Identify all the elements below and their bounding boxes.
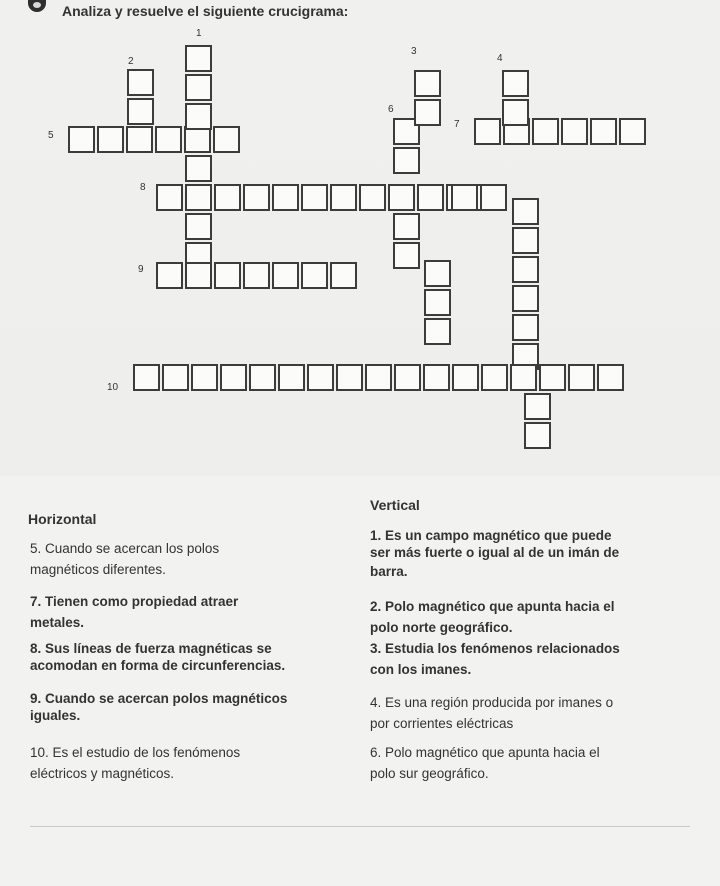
crossword-cell-7-across[interactable] [619,118,646,145]
vertical-heading: Vertical [370,497,420,513]
crossword-cell-9-across[interactable] [301,262,328,289]
clue-vertical-1: 1. Es un campo magnético que puede ser más fuerte o igual al de un imán de barra. [370,528,620,579]
crossword-cell-8-across[interactable] [214,184,241,211]
crossword-cell-10-across[interactable] [452,364,479,391]
crossword-cell-5-across[interactable] [155,126,182,153]
crossword-cell-7-across[interactable] [561,118,588,145]
crossword-cell-10-across[interactable] [307,364,334,391]
crossword-cell-3-down[interactable] [414,99,441,126]
crossword-cell-4-down[interactable] [524,393,551,420]
clue-number-5: 5 [48,130,54,141]
crossword-cell-8-across[interactable] [243,184,270,211]
crossword-cell-8-across[interactable] [156,184,183,211]
crossword-cell-4-down[interactable] [524,422,551,449]
crossword-cell-9-across[interactable] [272,262,299,289]
clue-vertical-2: 2. Polo magnético que apunta hacia el polo norte geográfico. [370,599,615,635]
clue-number-10: 10 [107,382,119,393]
crossword-cell-10-across[interactable] [336,364,363,391]
crossword-cell-4-down[interactable] [512,314,539,341]
clue-number-8: 8 [140,182,146,193]
clue-number-7: 7 [454,119,460,130]
crossword-cell-10-across[interactable] [597,364,624,391]
crossword-cell-8-across[interactable] [451,184,478,211]
crossword-cell-9-across[interactable] [185,262,212,289]
crossword-cell-8-across[interactable] [185,184,212,211]
instructions-title: Analiza y resuelve el siguiente crucigrama: [62,3,349,19]
crossword-cell-10-across[interactable] [481,364,508,391]
clue-horizontal-7: 7. Tienen como propiedad atraer metales. [30,594,239,630]
clue-number-9: 9 [138,264,144,275]
crossword-cell-10-across[interactable] [133,364,160,391]
clue-vertical-4: 4. Es una región producida por imanes o por corrientes eléctricas [370,695,614,731]
crossword-cell-6-down[interactable] [393,242,420,269]
divider-line [30,826,690,827]
crossword-cell-8-across[interactable] [272,184,299,211]
crossword-cell-1-down[interactable] [185,155,212,182]
crossword-cell-3-down[interactable] [424,318,451,345]
crossword-cell-8-across[interactable] [359,184,386,211]
crossword-cell-9-across[interactable] [330,262,357,289]
crossword-cell-1-down[interactable] [185,45,212,72]
crossword-cell-3-down[interactable] [424,260,451,287]
crossword-cell-4-down[interactable] [512,285,539,312]
clue-horizontal-8: 8. Sus líneas de fuerza magnéticas se acomodan en forma de circunferencias. [30,641,286,673]
crossword-cell-10-across[interactable] [365,364,392,391]
crossword-cell-5-across[interactable] [184,126,211,153]
crossword-cell-5-across[interactable] [97,126,124,153]
crossword-cell-10-across[interactable] [278,364,305,391]
crossword-cell-2-down[interactable] [127,69,154,96]
crossword-cell-6-down[interactable] [393,213,420,240]
crossword-cell-4-down[interactable] [512,227,539,254]
crossword-cell-3-down[interactable] [414,70,441,97]
crossword-cell-5-across[interactable] [68,126,95,153]
crossword-cell-8-across[interactable] [417,184,444,211]
horizontal-heading: Horizontal [28,511,97,527]
clue-vertical-6: 6. Polo magnético que apunta hacia el polo sur geográfico. [370,745,600,781]
clue-number-1: 1 [196,28,202,39]
crossword-cell-1-down[interactable] [185,103,212,130]
crossword-cell-8-across[interactable] [330,184,357,211]
crossword-cell-10-across[interactable] [191,364,218,391]
crossword-cell-3-down[interactable] [424,289,451,316]
clue-number-6: 6 [388,104,394,115]
crossword-cell-6-down[interactable] [393,147,420,174]
crossword-cell-1-down[interactable] [185,213,212,240]
crossword-cell-2-down[interactable] [127,98,154,125]
crossword-cell-8-across[interactable] [480,184,507,211]
crossword-cell-10-across[interactable] [394,364,421,391]
crossword-cell-1-down[interactable] [185,74,212,101]
crossword-cell-10-across[interactable] [423,364,450,391]
crossword-cell-7-across[interactable] [590,118,617,145]
crossword-cell-5-across[interactable] [126,126,153,153]
clue-horizontal-10: 10. Es el estudio de los fenómenos eléctricos y magnéticos. [30,745,241,781]
clue-horizontal-9: 9. Cuando se acercan polos magnéticos iguales. [30,691,288,723]
crossword-cell-4-down[interactable] [502,70,529,97]
crossword-cell-10-across[interactable] [539,364,566,391]
crossword-cell-7-across[interactable] [532,118,559,145]
crossword-cell-4-down[interactable] [512,198,539,225]
crossword-cell-4-down[interactable] [512,256,539,283]
clue-horizontal-5: 5. Cuando se acercan los polos magnéticos diferentes. [30,541,220,577]
crossword-cell-9-across[interactable] [243,262,270,289]
crossword-cell-8-across[interactable] [301,184,328,211]
crossword-cell-9-across[interactable] [214,262,241,289]
crossword-cell-10-across[interactable] [220,364,247,391]
crossword-cell-10-across[interactable] [249,364,276,391]
clue-number-3: 3 [411,46,417,57]
clue-number-2: 2 [128,56,134,67]
crossword-cell-10-across[interactable] [510,364,537,391]
crossword-cell-4-down[interactable] [502,99,529,126]
crossword-cell-10-across[interactable] [162,364,189,391]
clue-vertical-3: 3. Estudia los fenómenos relacionados con los imanes. [370,641,620,677]
crossword-cell-10-across[interactable] [568,364,595,391]
crossword-cell-8-across[interactable] [388,184,415,211]
clue-number-4: 4 [497,53,503,64]
crossword-cell-5-across[interactable] [213,126,240,153]
crossword-cell-9-across[interactable] [156,262,183,289]
crossword-cell-7-across[interactable] [474,118,501,145]
